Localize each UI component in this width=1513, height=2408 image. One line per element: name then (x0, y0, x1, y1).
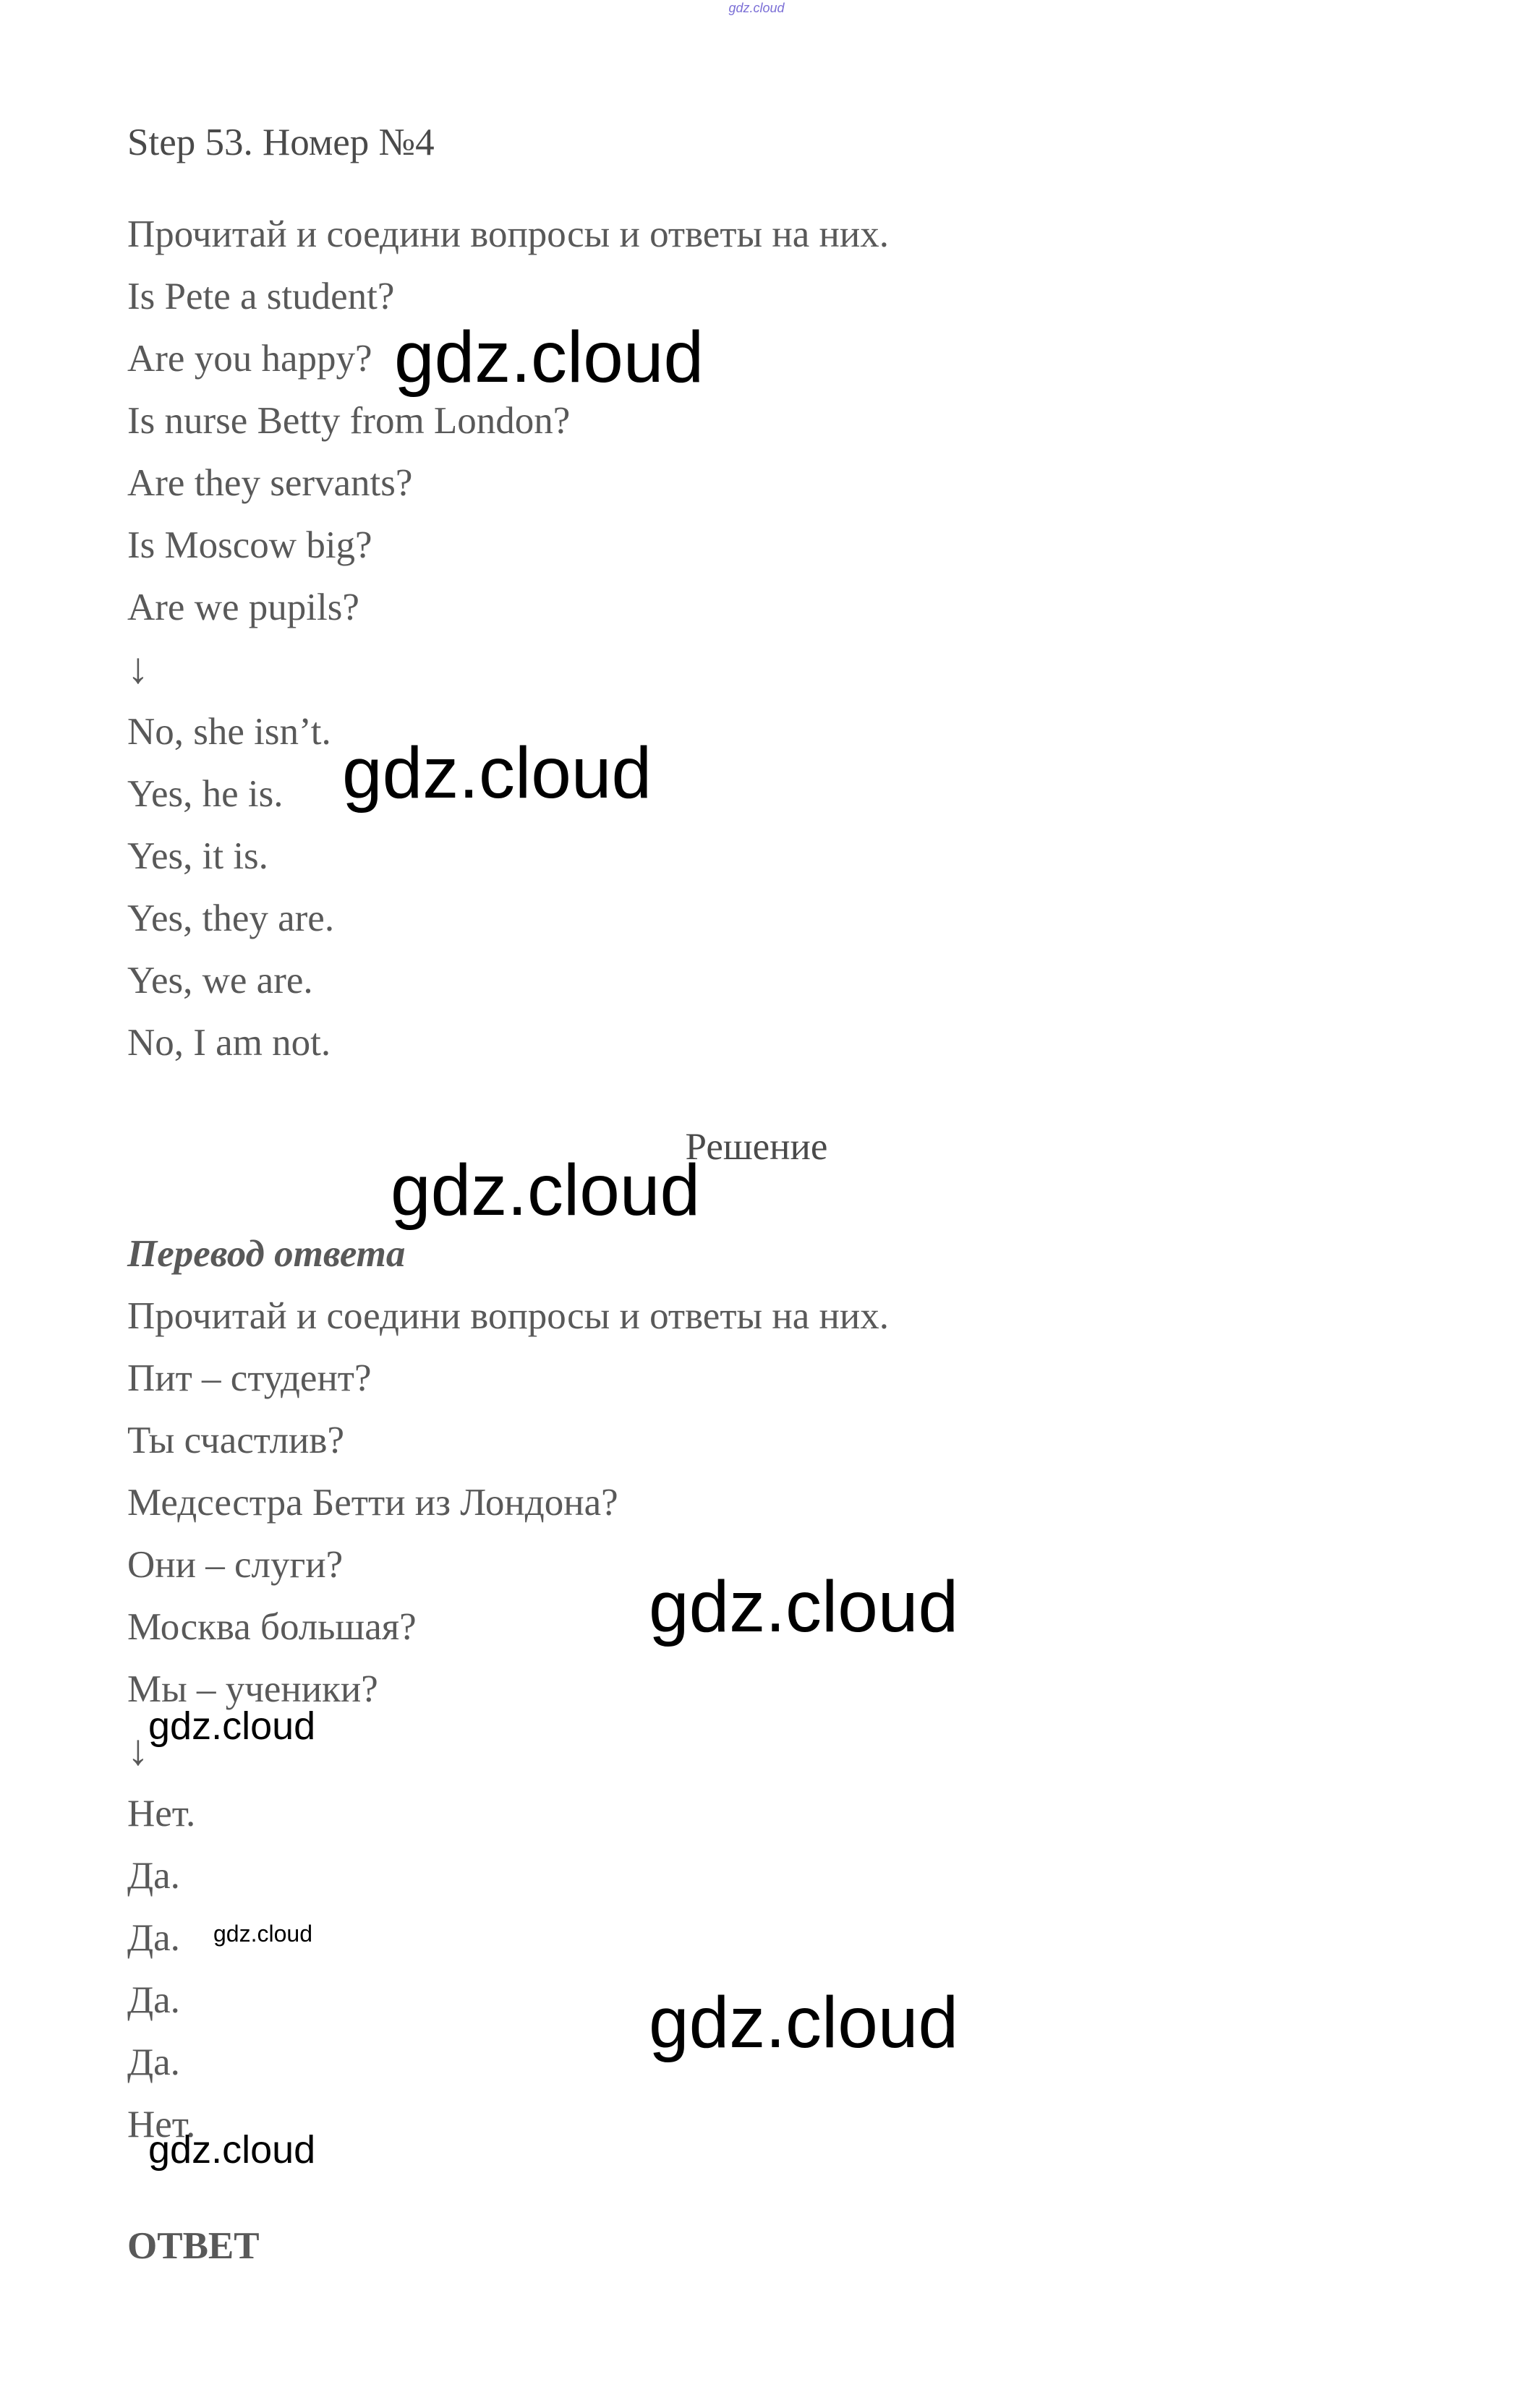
translation-answer-item: Да. (127, 1979, 180, 2021)
arrow-down-icon: ↓ (127, 644, 149, 692)
watermark: gdz.cloud (649, 1982, 959, 2063)
question-item: Are you happy? (127, 338, 372, 380)
task-instruction: Прочитай и соедини вопросы и ответы на них. (127, 213, 889, 255)
watermark: gdz.cloud (148, 2128, 316, 2172)
answer-item: No, she isn’t. (127, 711, 331, 753)
translation-question-item: Москва большая? (127, 1606, 417, 1648)
translation-question-item: Медсестра Бетти из Лондона? (127, 1482, 618, 1524)
top-watermark: gdz.cloud (728, 1, 785, 15)
watermark: gdz.cloud (342, 733, 652, 814)
question-item: Is Pete a student? (127, 276, 395, 317)
question-item: Are we pupils? (127, 586, 359, 628)
watermark: gdz.cloud (394, 317, 704, 398)
answer-item: No, I am not. (127, 1022, 331, 1064)
solution-label: Решение (685, 1126, 828, 1168)
translation-question-item: Мы – ученики? (127, 1668, 378, 1710)
page-title: Step 53. Номер №4 (127, 121, 435, 163)
watermark: gdz.cloud (213, 1921, 312, 1947)
translation-answer-item: Да. (127, 1917, 180, 1959)
answer-label: ОТВЕТ (127, 2225, 260, 2267)
translation-heading: Перевод ответа (127, 1233, 406, 1275)
watermark: gdz.cloud (148, 1704, 316, 1748)
question-item: Are they servants? (127, 462, 413, 504)
translation-answer-item: Да. (127, 2041, 180, 2083)
watermark: gdz.cloud (649, 1566, 959, 1647)
translation-answer-item: Нет. (127, 2104, 196, 2146)
watermark: gdz.cloud (391, 1150, 701, 1231)
translation-question-item: Они – слуги? (127, 1544, 344, 1586)
translation-instruction: Прочитай и соедини вопросы и ответы на них. (127, 1295, 889, 1337)
translation-question-item: Ты счастлив? (127, 1419, 344, 1461)
question-item: Is nurse Betty from London? (127, 400, 571, 442)
answer-item: Yes, he is. (127, 773, 284, 815)
answer-item: Yes, they are. (127, 897, 335, 939)
answer-item: Yes, we are. (127, 960, 313, 1002)
question-item: Is Moscow big? (127, 524, 372, 566)
answer-item: Yes, it is. (127, 835, 268, 877)
translation-answer-item: Нет. (127, 1793, 196, 1835)
arrow-down-icon: ↓ (127, 1726, 149, 1774)
translation-question-item: Пит – студент? (127, 1357, 372, 1399)
translation-answer-item: Да. (127, 1855, 180, 1897)
